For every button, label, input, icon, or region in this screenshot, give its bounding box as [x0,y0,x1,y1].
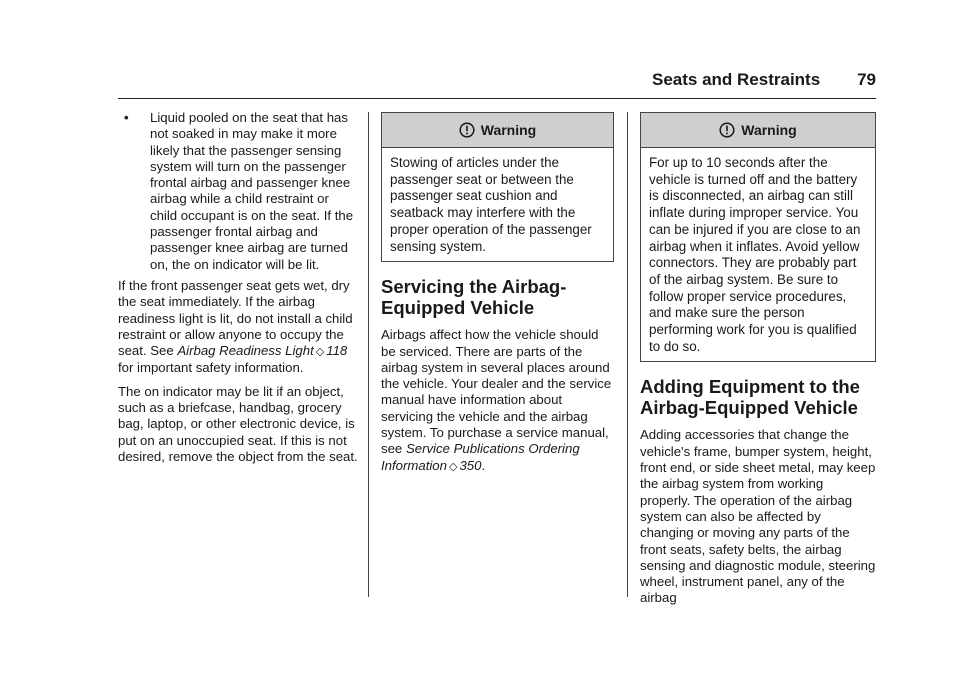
warning-header [641,113,875,148]
warning-label: Warning [741,121,797,138]
column-1 [118,110,358,472]
reference-page: 118 [326,343,348,359]
page-reference-icon: ◇ [315,346,325,359]
section-heading-adding-equipment: Adding Equipment to the Airbag-Equipped Vehicle [640,376,860,419]
page-header [628,70,876,90]
warning-icon [459,122,475,138]
paragraph-text: Airbags affect how the vehicle should be serviced. There are parts of the airbag system in several places around the vehicle. Your dealer and the service manual have information about servicing the vehicle and the airbag system. To purchase a service manual, see [381,327,612,457]
warning-text: Stowing of articles under the passenger seat or between the passenger seat cushion and seatback may interfere with the proper operation of the passenger sensing system. [390,155,592,254]
column-divider-2 [627,112,628,597]
warning-header [382,113,613,148]
paragraph-tail: . [481,457,486,473]
paragraph-text: If the front passenger seat gets wet, dry the seat immediately. If the airbag readiness light is lit, do not install a child restraint or allow anyone to occupy the seat. See [118,277,353,359]
bullet-item [118,110,358,273]
warning-icon [719,122,735,138]
warning-box [640,112,876,362]
reference-title: Airbag Readiness Light [177,343,314,359]
cross-reference-link[interactable] [177,343,347,358]
bullet-text: Liquid pooled on the seat that has not soaked in may make it more likely that the passenger sensing system will turn on the passenger frontal airbag and passenger knee airbag while a child restraint or child occupant is on the seat. If the passenger frontal airbag and passenger knee airbag are turned on, the on indicator will be lit. [150,110,354,272]
page-reference-icon: ◇ [448,460,458,473]
warning-label: Warning [480,121,537,138]
paragraph-tail: for important safety information. [118,360,304,376]
column-divider-1 [368,112,369,597]
section-heading-servicing: Servicing the Airbag-Equipped Vehicle [381,276,567,319]
reference-page: 350 [459,457,482,473]
section-title: Seats and Restraints [652,70,821,89]
header-rule [118,98,876,99]
bullet-dot: • [124,110,129,125]
warning-text: For up to 10 seconds after the vehicle is turned off and the battery is disconnected, an airbag can still inflate during improper service. You can be injured if you are close to an airbag when it inflates. Avoid yellow connectors. They are probably part of the airbag system. Be sure to follow proper service procedures, and make sure the person performing work for you is qualified to do so. [649,155,861,354]
warning-box [381,112,614,262]
reference-title: Service Publications Ordering Information [381,441,580,473]
column-2 [381,112,614,482]
column-3 [640,112,876,614]
paragraph-on-indicator: The on indicator may be lit if an object, such as a briefcase, handbag, grocery bag, laptop, or other electronic device, is put on an unoccupied seat. If this is not desired, remove the object from the seat. [118,383,358,464]
paragraph-servicing [381,327,614,475]
paragraph-adding-equipment: Adding accessories that change the vehicle's frame, bumper system, height, front end, or side sheet metal, may keep the airbag system from working properly. The operation of the airbag system can also be affected by changing or moving any parts of the front seats, safety belts, the airbag sensing and diagnostic module, steering wheel, instrument panel, any of the airbag [640,427,876,606]
page-number: 79 [857,70,876,89]
paragraph-wet-seat [118,278,358,377]
